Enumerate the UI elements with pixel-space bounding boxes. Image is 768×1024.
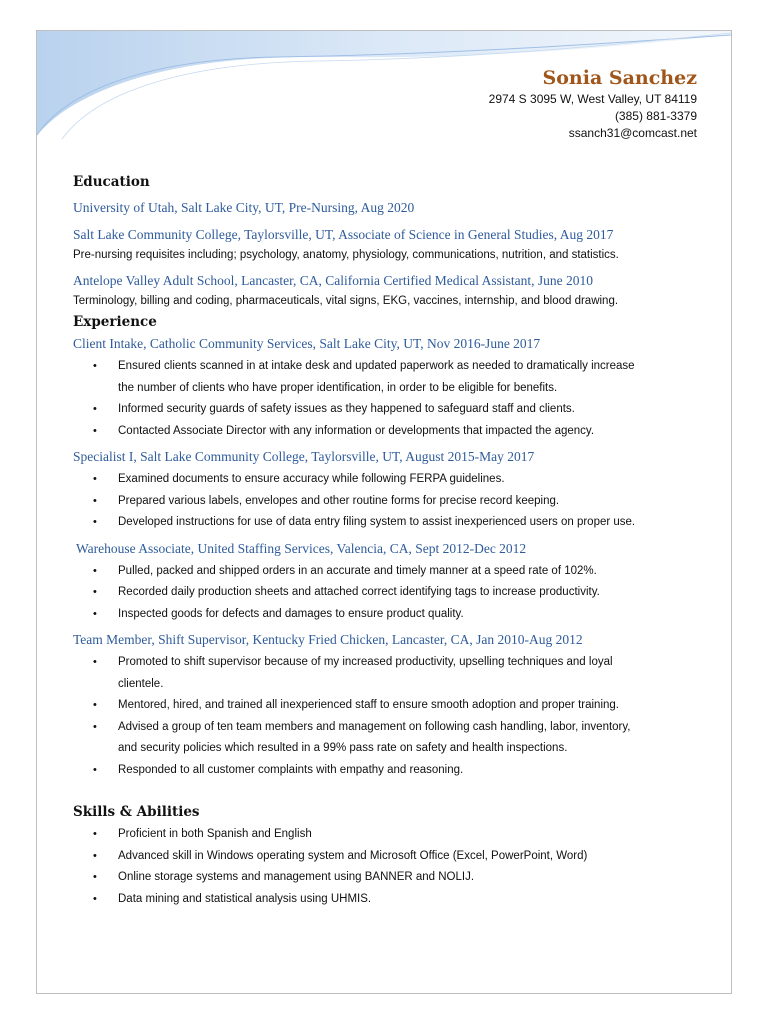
- education-date: June 2010: [534, 273, 593, 288]
- education-description: Terminology, billing and coding, pharmaceuticals, vital signs, EKG, vaccines, internship, and blood drawing.: [73, 295, 619, 307]
- education-date: Aug 2017: [557, 227, 614, 242]
- job-bullets: [73, 469, 703, 534]
- bullet-icon: •: [93, 586, 97, 598]
- bullet-icon: •: [93, 494, 97, 507]
- education-entry-3: [73, 272, 703, 309]
- education-title: Salt Lake Community College, Taylorsville, UT, Associate of Science in General Studies,: [73, 227, 558, 242]
- resume-page: [36, 30, 732, 994]
- job-bullets: [73, 356, 703, 442]
- bullet-icon: •: [93, 516, 97, 528]
- job-title: Warehouse Associate, United Staffing Services, Valencia, CA, Sept 2012-Dec 2012: [76, 540, 527, 556]
- job-title: Specialist I, Salt Lake Community College, Taylorsville, UT, August 2015-May 2017: [73, 449, 535, 464]
- list-item: • Examined documents to ensure accuracy while following FERPA guidelines.: [73, 469, 703, 491]
- job-entry-3: [73, 540, 703, 626]
- list-item: • Promoted to shift supervisor because of my increased productivity, upselling techniques and loyal: [73, 652, 703, 674]
- list-item: • Online storage systems and management using BANNER and NOLIJ.: [73, 867, 703, 889]
- phone: (385) 881-3379: [614, 109, 697, 123]
- education-date: Aug 2020: [357, 200, 415, 215]
- list-item: • Mentored, hired, and trained all inexperienced staff to ensure smooth adoption and proper training.: [73, 695, 703, 717]
- job-entry-4: [73, 631, 703, 781]
- education-entry-2: [73, 226, 703, 263]
- bullet-icon: •: [93, 564, 97, 577]
- job-entry-1: [73, 335, 703, 442]
- list-item: • Informed security guards of safety issues as they happened to safeguard staff and clients.: [73, 399, 703, 421]
- list-item: • Advanced skill in Windows operating system and Microsoft Office (Excel, PowerPoint, Word): [73, 846, 703, 868]
- bullet-icon: •: [93, 607, 97, 620]
- education-heading: Education: [73, 174, 150, 190]
- education-title: University of Utah, Salt Lake City, UT, Pre-Nursing,: [73, 200, 358, 215]
- address: 2974 S 3095 W, West Valley, UT 84119: [488, 92, 697, 106]
- email: ssanch31@comcast.net: [568, 126, 697, 140]
- skills-bullets: [73, 824, 703, 910]
- bullet-icon: •: [93, 892, 97, 905]
- bullet-icon: •: [93, 720, 97, 733]
- job-bullets: [73, 561, 703, 626]
- bullet-icon: •: [93, 699, 97, 711]
- bullet-icon: •: [93, 763, 97, 776]
- job-title: Client Intake, Catholic Community Services, Salt Lake City, UT, Nov 2016-June 2017: [73, 336, 541, 351]
- list-item: • Data mining and statistical analysis using UHMIS.: [73, 889, 703, 911]
- education-title: Antelope Valley Adult School, Lancaster, CA, California Certified Medical Assistant,: [73, 273, 535, 288]
- bullet-icon: •: [93, 360, 97, 372]
- job-title: Team Member, Shift Supervisor, Kentucky Fried Chicken, Lancaster, CA, Jan 2010-Aug 2012: [73, 632, 583, 647]
- job-entry-2: [73, 448, 703, 534]
- skills-heading: Skills & Abilities: [73, 804, 200, 820]
- bullet-icon: •: [93, 871, 97, 883]
- resume-body: [73, 173, 703, 910]
- list-item: the number of clients who have proper identification, in order to be eligible for benefits.: [118, 381, 558, 394]
- bullet-icon: •: [93, 849, 97, 862]
- education-entry-1: [73, 199, 703, 217]
- experience-heading: Experience: [73, 314, 157, 330]
- list-item: and security policies which resulted in a 99% pass rate on safety and health inspections.: [118, 742, 568, 754]
- list-item: • Inspected goods for defects and damages to ensure product quality.: [73, 604, 703, 626]
- candidate-name: Sonia Sanchez: [542, 67, 697, 89]
- bullet-icon: •: [93, 424, 97, 437]
- list-item: • Recorded daily production sheets and attached correct identifying tags to increase productivity.: [73, 582, 703, 604]
- list-item: • Developed instructions for use of data entry filing system to assist inexperienced users on proper use.: [73, 512, 703, 534]
- list-item: • Prepared various labels, envelopes and other routine forms for precise record keeping.: [73, 491, 703, 513]
- list-item: • Advised a group of ten team members and management on following cash handling, labor, inventory,: [73, 717, 703, 739]
- list-item: • Pulled, packed and shipped orders in an accurate and timely manner at a speed rate of 102%.: [73, 561, 703, 583]
- bullet-icon: •: [93, 403, 97, 415]
- list-item: • Responded to all customer complaints with empathy and reasoning.: [73, 760, 703, 782]
- bullet-icon: •: [93, 473, 97, 485]
- bullet-icon: •: [93, 656, 97, 668]
- list-item: • Ensured clients scanned in at intake desk and updated paperwork as needed to dramatically increase: [73, 356, 703, 378]
- contact-header: [489, 65, 697, 142]
- education-description: Pre-nursing requisites including; psychology, anatomy, physiology, communications, nutrition, and statistics.: [73, 249, 619, 261]
- list-item: • Contacted Associate Director with any information or developments that impacted the agency.: [73, 421, 703, 443]
- list-item: clientele.: [118, 677, 164, 690]
- list-item: • Proficient in both Spanish and English: [73, 824, 703, 846]
- job-bullets: [73, 652, 703, 781]
- bullet-icon: •: [93, 828, 97, 840]
